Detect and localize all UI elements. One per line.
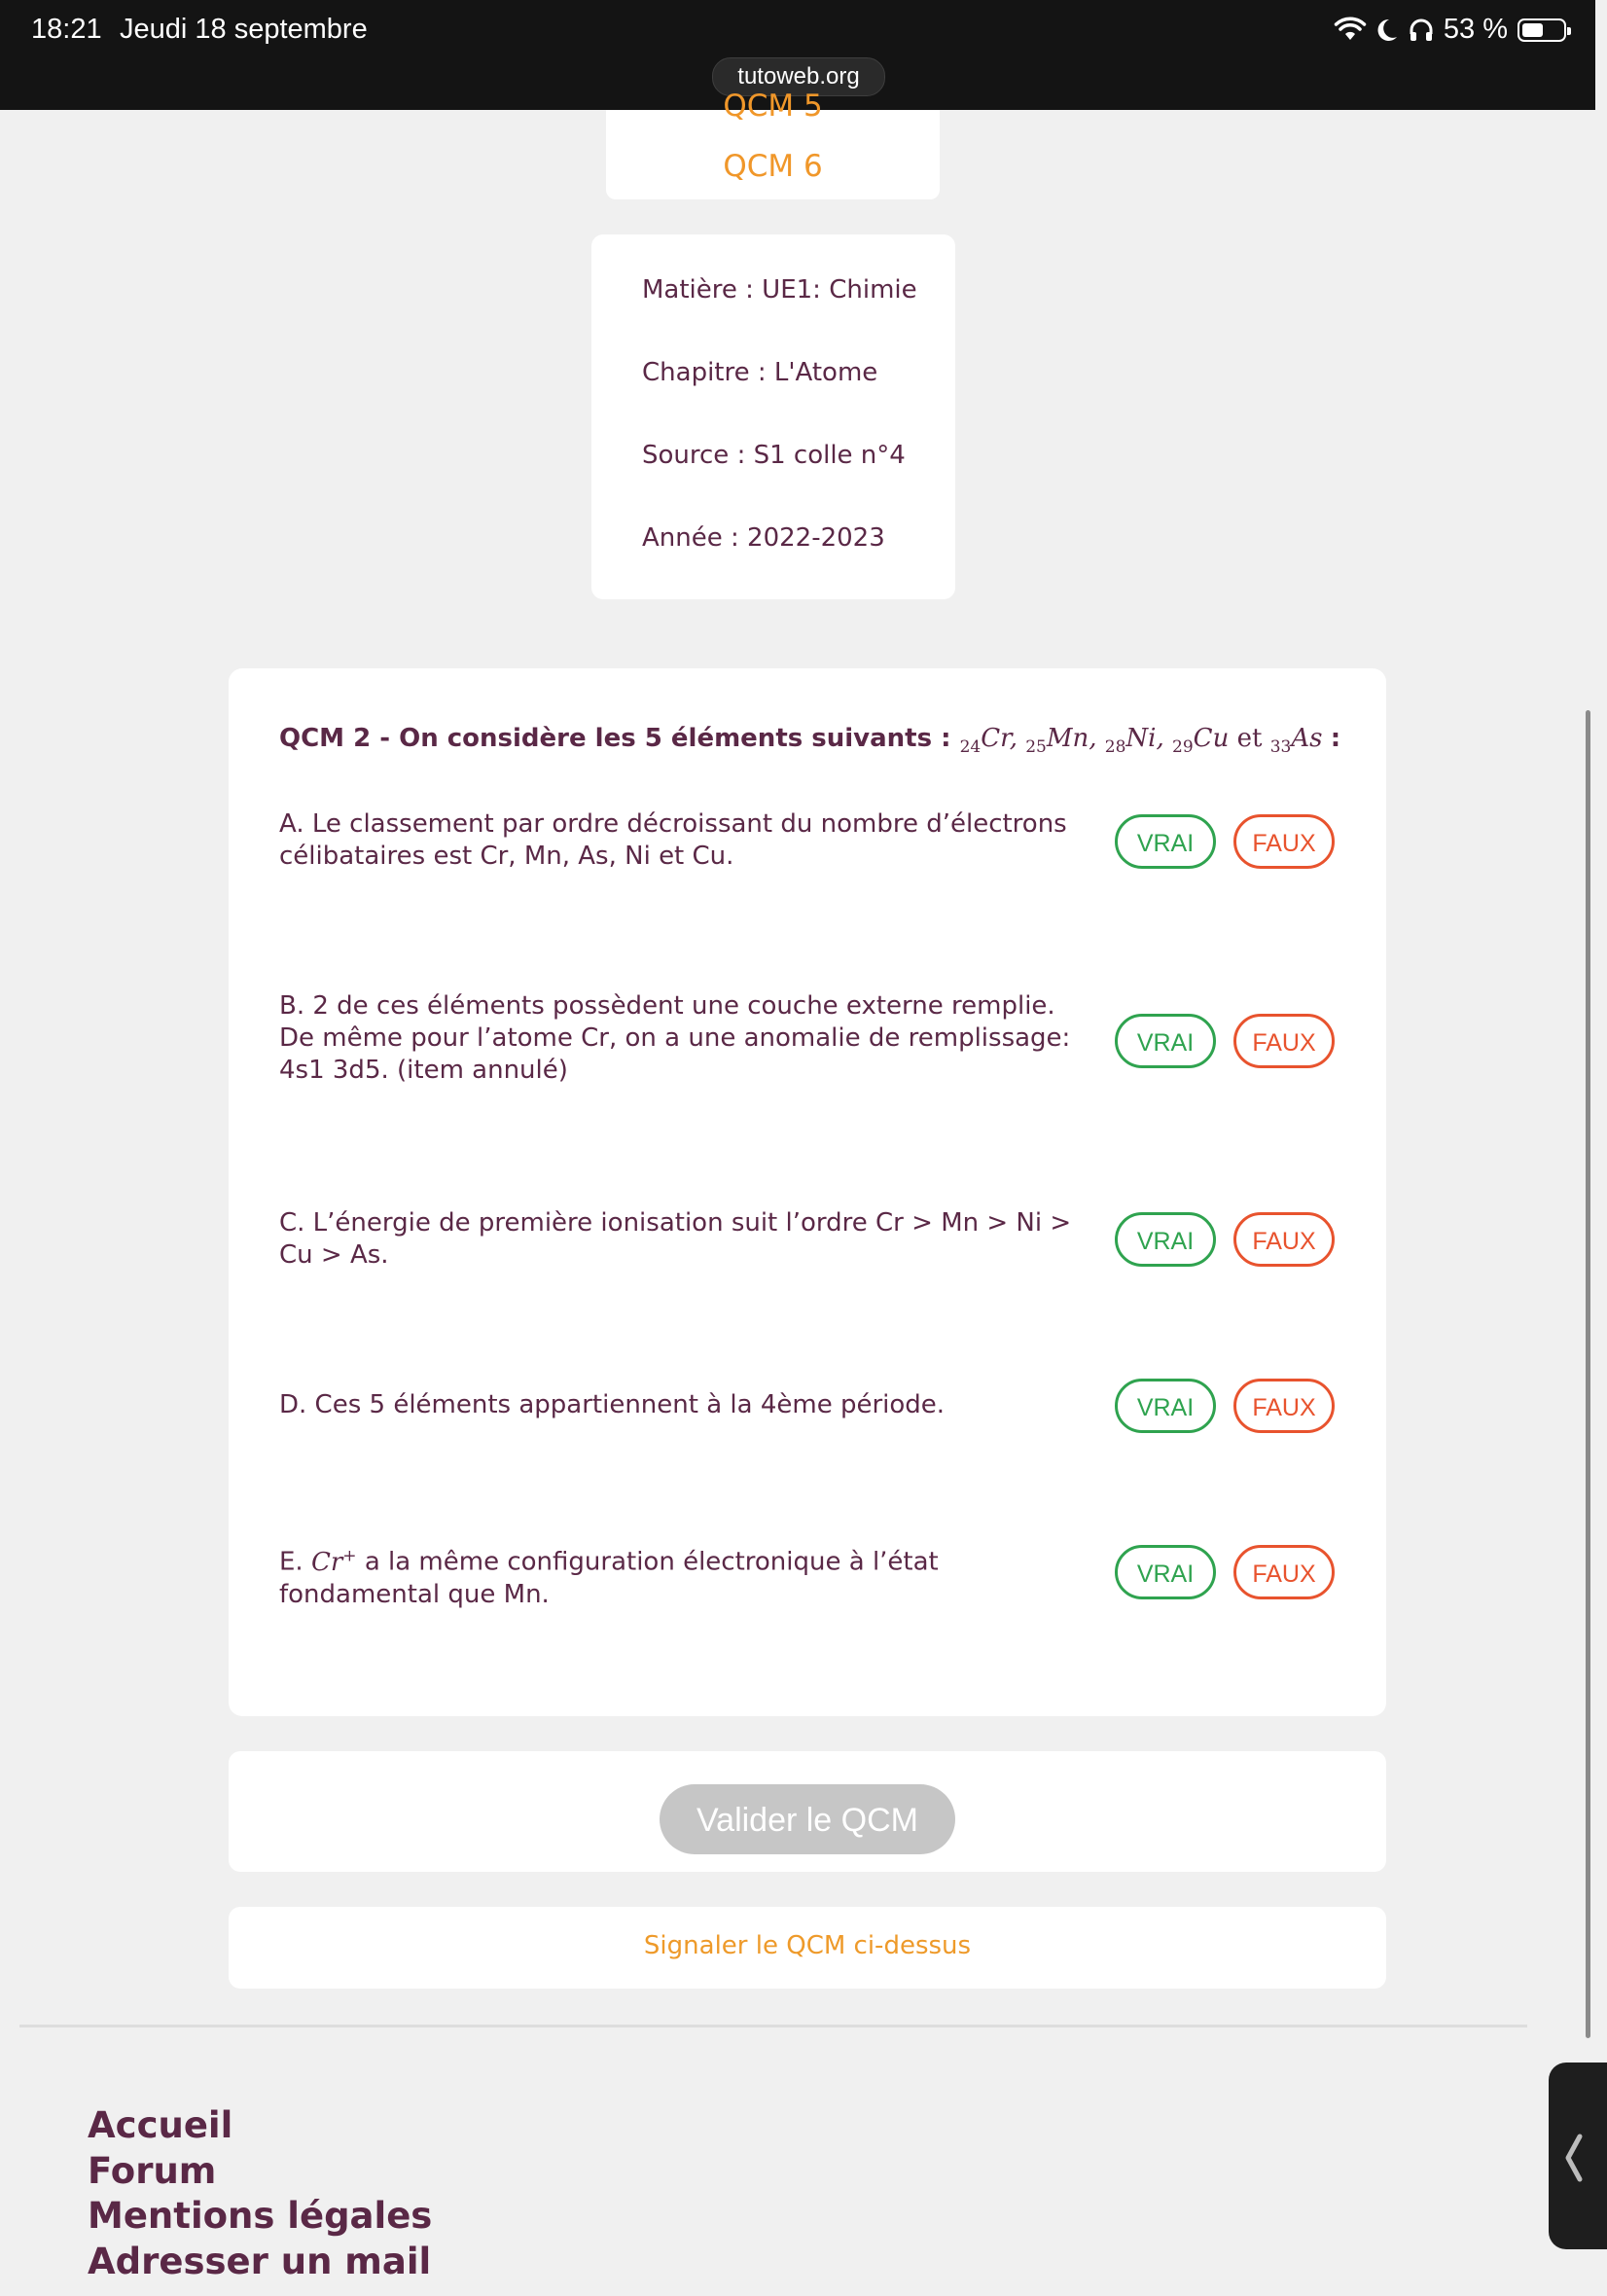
item-a-vrai-button[interactable]: VRAI: [1115, 814, 1216, 869]
footer-link-mail[interactable]: Adresser un mail: [88, 2241, 432, 2282]
qcm-title-prefix: QCM 2 - On considère les 5 éléments suivants :: [279, 724, 951, 753]
item-c-vrai-button[interactable]: VRAI: [1115, 1212, 1216, 1267]
url-bar[interactable]: tutoweb.org: [712, 57, 885, 96]
wifi-icon: [1335, 18, 1366, 42]
chevron-left-icon: [1562, 2135, 1586, 2181]
validate-card: [229, 1751, 1386, 1872]
item-a-faux-button[interactable]: FAUX: [1233, 814, 1335, 869]
status-time: 18:21: [31, 14, 102, 45]
cr-plus-formula: Cr+: [310, 1546, 357, 1577]
headphones-icon: [1409, 18, 1434, 43]
qcm-item-d: D. Ces 5 éléments appartiennent à la 4ème période.: [279, 1390, 946, 1419]
moon-icon: [1375, 18, 1399, 43]
qcm-item-a: A. Le classement par ordre décroissant du nombre d’électrons célibataires est Cr, Mn, As, Ni et Cu.: [279, 809, 1067, 871]
qcm-nav-item-current[interactable]: QCM 6: [723, 149, 823, 184]
footer-link-forum[interactable]: Forum: [88, 2150, 217, 2192]
item-b-faux-button[interactable]: FAUX: [1233, 1014, 1335, 1068]
side-panel-tab[interactable]: [1549, 2063, 1607, 2249]
qcm-question-card: [229, 668, 1386, 1716]
footer-link-mentions[interactable]: Mentions légales: [88, 2195, 433, 2237]
qcm-item-b: B. 2 de ces éléments possèdent une couche externe remplie. De même pour l’atome Cr, on a une anomalie de remplissage: 4s1 3d5. (item annulé): [279, 991, 1071, 1085]
footer-divider: [19, 2025, 1527, 2027]
info-source: Source : S1 colle n°4: [642, 441, 906, 470]
qcm-title: QCM 2 - On considère les 5 éléments suivants : $_{24}$Cr, $_{25}$Mn, $_{28}$Ni, $_{29}$Cu et $_{33}$As :: [279, 724, 1341, 758]
report-qcm-link[interactable]: Signaler le QCM ci-dessus: [643, 1931, 972, 1960]
qcm-title-elements: $_{24}$Cr, $_{25}$Mn, $_{28}$Ni, $_{29}$Cu et $_{33}$As: [959, 724, 1323, 758]
battery-level: [1522, 23, 1543, 37]
battery-icon: [1518, 18, 1566, 42]
report-card: [229, 1907, 1386, 1989]
item-d-vrai-button[interactable]: VRAI: [1115, 1379, 1216, 1433]
item-c-faux-button[interactable]: FAUX: [1233, 1212, 1335, 1267]
item-e-faux-button[interactable]: FAUX: [1233, 1545, 1335, 1599]
scrollbar[interactable]: [1586, 710, 1590, 2038]
qcm-item-e: E. Cr+ a la même configuration électronique à l’état fondamental que Mn.: [279, 1546, 939, 1609]
qcm-nav-menu: [606, 89, 940, 199]
battery-percent: 53 %: [1443, 14, 1508, 45]
footer-link-accueil[interactable]: Accueil: [88, 2104, 233, 2146]
qcm-item-c: C. L’énergie de première ionisation suit l’ordre Cr > Mn > Ni > Cu > As.: [279, 1208, 1072, 1270]
item-e-vrai-button[interactable]: VRAI: [1115, 1545, 1216, 1599]
status-date: Jeudi 18 septembre: [120, 14, 368, 45]
qcm-info-card: [591, 234, 955, 599]
item-b-vrai-button[interactable]: VRAI: [1115, 1014, 1216, 1068]
qcm-nav-item-partial[interactable]: QCM 5: [723, 89, 823, 124]
validate-qcm-button[interactable]: Valider le QCM: [660, 1784, 955, 1854]
info-chapitre: Chapitre : L'Atome: [642, 358, 878, 387]
info-annee: Année : 2022-2023: [642, 523, 885, 553]
item-d-faux-button[interactable]: FAUX: [1233, 1379, 1335, 1433]
status-icons: [1335, 14, 1566, 46]
info-matiere: Matière : UE1: Chimie: [642, 275, 917, 305]
